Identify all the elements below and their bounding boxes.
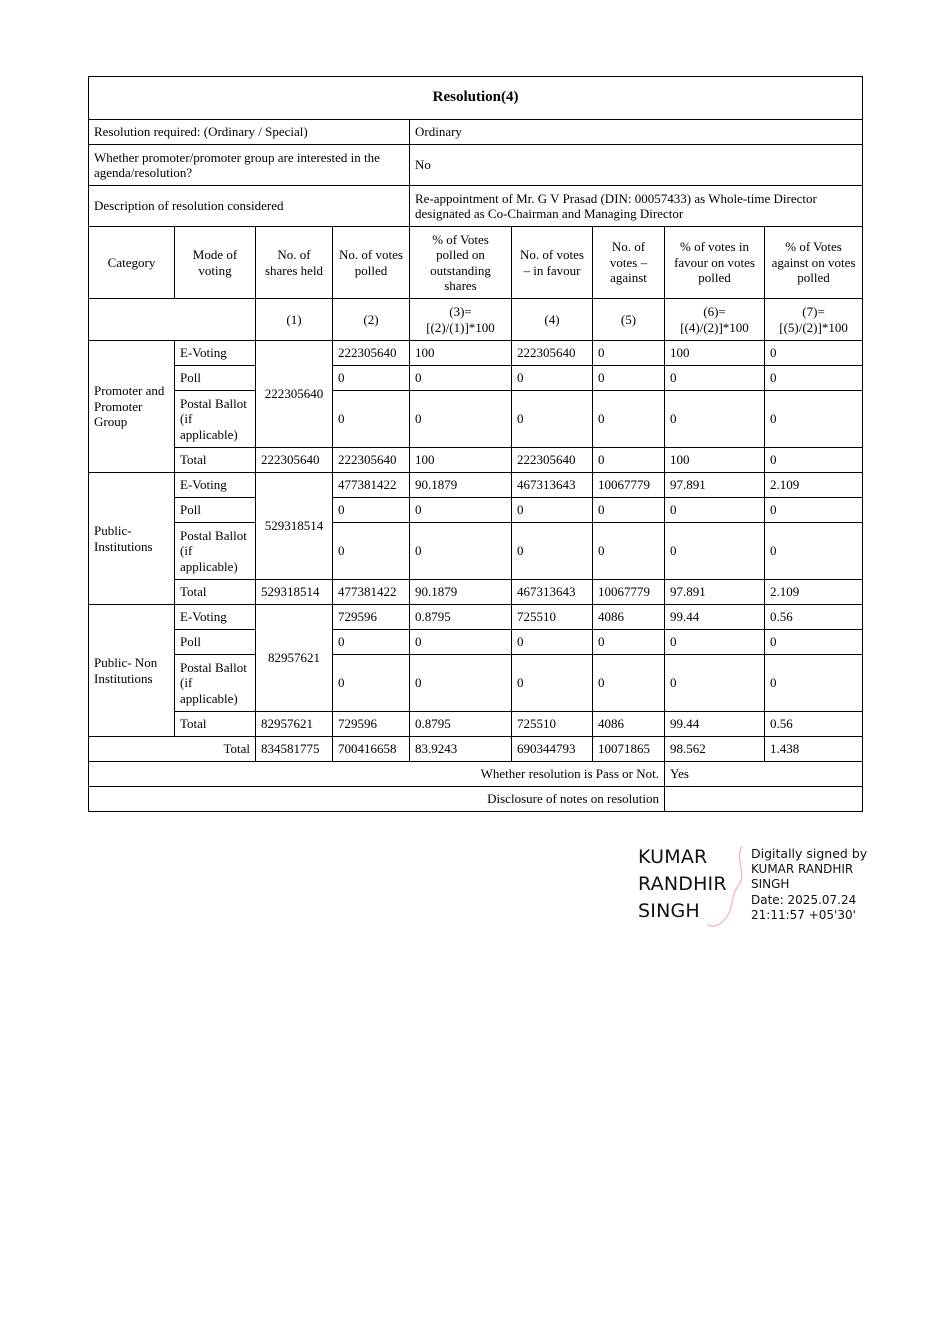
- table-row: [89, 498, 863, 523]
- data-cell: 0: [512, 630, 593, 655]
- data-cell: 2.109: [765, 580, 863, 605]
- data-cell: 0.8795: [410, 605, 512, 630]
- data-cell: 97.891: [665, 580, 765, 605]
- data-cell: 2.109: [765, 473, 863, 498]
- signer-name-line: SINGH: [638, 900, 700, 922]
- data-cell: 0: [512, 655, 593, 712]
- resolution-title: Resolution(4): [89, 77, 863, 120]
- formula-cell: (1): [256, 299, 333, 341]
- data-cell: 729596: [333, 605, 410, 630]
- mode-cell: E-Voting: [175, 605, 256, 630]
- data-cell: 0: [665, 498, 765, 523]
- header-cell: No. of votes – in favour: [512, 227, 593, 299]
- signature-details: [751, 846, 867, 924]
- data-cell: 99.44: [665, 605, 765, 630]
- data-cell: 467313643: [512, 473, 593, 498]
- info-label: Resolution required: (Ordinary / Special): [89, 120, 410, 145]
- data-cell: 0: [765, 341, 863, 366]
- data-cell: 0: [410, 655, 512, 712]
- data-cell: 0.56: [765, 712, 863, 737]
- data-cell: 222305640: [333, 448, 410, 473]
- data-cell: 0: [333, 366, 410, 391]
- resolution-table: [88, 76, 863, 812]
- data-cell: 1.438: [765, 737, 863, 762]
- header-cell: No. of votes – against: [593, 227, 665, 299]
- data-cell: 222305640: [512, 448, 593, 473]
- mode-cell: Poll: [175, 498, 256, 523]
- shares-held-cell: 529318514: [256, 473, 333, 580]
- data-cell: 0: [765, 448, 863, 473]
- data-cell: 0: [333, 655, 410, 712]
- data-cell: 98.562: [665, 737, 765, 762]
- grand-total-label: Total: [89, 737, 256, 762]
- mode-cell: Postal Ballot (if applicable): [175, 655, 256, 712]
- signature-detail-line: KUMAR RANDHIR: [751, 861, 854, 876]
- data-cell: 0: [593, 448, 665, 473]
- table-row: [89, 655, 863, 712]
- data-cell: 0: [593, 341, 665, 366]
- data-cell: 0: [593, 366, 665, 391]
- data-cell: 0.8795: [410, 712, 512, 737]
- data-cell: 222305640: [512, 341, 593, 366]
- data-cell: 0: [665, 523, 765, 580]
- data-cell: 0: [333, 523, 410, 580]
- mode-cell: Total: [175, 580, 256, 605]
- data-cell: 0: [333, 498, 410, 523]
- info-value: No: [410, 145, 863, 186]
- data-cell: 83.9243: [410, 737, 512, 762]
- signature-detail-line: 21:11:57 +05'30': [751, 908, 856, 922]
- signature-detail-line: Date: 2025.07.24: [751, 892, 857, 907]
- data-cell: 0: [410, 366, 512, 391]
- data-cell: 0: [765, 523, 863, 580]
- header-cell: % of votes in favour on votes polled: [665, 227, 765, 299]
- grand-total-row: [89, 737, 863, 762]
- shares-held-cell: 222305640: [256, 341, 333, 448]
- mode-cell: E-Voting: [175, 341, 256, 366]
- category-cell: Public- Institutions: [89, 473, 175, 605]
- table-row: [89, 605, 863, 630]
- formula-cell: (7)= [(5)/(2)]*100: [765, 299, 863, 341]
- total-row: [89, 712, 863, 737]
- header-cell: Category: [89, 227, 175, 299]
- data-cell: 690344793: [512, 737, 593, 762]
- data-cell: 0: [512, 391, 593, 448]
- info-label: Description of resolution considered: [89, 186, 410, 227]
- data-cell: 0: [512, 523, 593, 580]
- data-cell: 477381422: [333, 580, 410, 605]
- data-cell: 10067779: [593, 580, 665, 605]
- data-cell: 0: [333, 630, 410, 655]
- table-row: [89, 366, 863, 391]
- pass-label: Whether resolution is Pass or Not.: [89, 762, 665, 787]
- mode-cell: Poll: [175, 366, 256, 391]
- table-row: [89, 341, 863, 366]
- data-cell: 0: [593, 523, 665, 580]
- total-row: [89, 448, 863, 473]
- data-cell: 0: [512, 498, 593, 523]
- data-cell: 90.1879: [410, 473, 512, 498]
- notes-label: Disclosure of notes on resolution: [89, 787, 665, 812]
- header-cell: Mode of voting: [175, 227, 256, 299]
- header-row: [89, 227, 863, 299]
- data-cell: 0: [512, 366, 593, 391]
- data-cell: 222305640: [333, 341, 410, 366]
- notes-value: [665, 787, 863, 812]
- pass-value: Yes: [665, 762, 863, 787]
- notes-row: [89, 787, 863, 812]
- data-cell: 0: [765, 630, 863, 655]
- mode-cell: Postal Ballot (if applicable): [175, 391, 256, 448]
- data-cell: 0: [665, 655, 765, 712]
- table-row: [89, 523, 863, 580]
- data-cell: 725510: [512, 605, 593, 630]
- table-row: [89, 630, 863, 655]
- data-cell: 100: [410, 448, 512, 473]
- data-cell: 0: [410, 391, 512, 448]
- data-cell: 700416658: [333, 737, 410, 762]
- digital-signature: [638, 842, 868, 932]
- data-cell: 4086: [593, 605, 665, 630]
- data-cell: 100: [665, 341, 765, 366]
- mode-cell: Total: [175, 712, 256, 737]
- data-cell: 0: [765, 498, 863, 523]
- data-cell: 100: [410, 341, 512, 366]
- data-cell: 0: [765, 655, 863, 712]
- data-cell: 0: [333, 391, 410, 448]
- data-cell: 10071865: [593, 737, 665, 762]
- data-cell: 0: [410, 523, 512, 580]
- mode-cell: Total: [175, 448, 256, 473]
- data-cell: 467313643: [512, 580, 593, 605]
- shares-held-cell: 82957621: [256, 605, 333, 712]
- data-cell: 10067779: [593, 473, 665, 498]
- header-cell: No. of votes polled: [333, 227, 410, 299]
- formula-cell: (5): [593, 299, 665, 341]
- signature-stroke-icon: [704, 842, 756, 930]
- formula-cell: (4): [512, 299, 593, 341]
- signer-name-line: KUMAR: [638, 846, 708, 868]
- header-cell: % of Votes polled on outstanding shares: [410, 227, 512, 299]
- mode-cell: Poll: [175, 630, 256, 655]
- header-cell: No. of shares held: [256, 227, 333, 299]
- header-cell: % of Votes against on votes polled: [765, 227, 863, 299]
- table-row: [89, 473, 863, 498]
- info-value: Ordinary: [410, 120, 863, 145]
- formula-row: [89, 299, 863, 341]
- data-cell: 0: [665, 391, 765, 448]
- data-cell: 0: [410, 630, 512, 655]
- data-cell: 0: [593, 391, 665, 448]
- mode-cell: Postal Ballot (if applicable): [175, 523, 256, 580]
- signature-detail-line: Digitally signed by: [751, 846, 868, 861]
- data-cell: 0: [593, 655, 665, 712]
- mode-cell: E-Voting: [175, 473, 256, 498]
- data-cell: 0: [765, 391, 863, 448]
- data-cell: 100: [665, 448, 765, 473]
- data-cell: 529318514: [256, 580, 333, 605]
- data-cell: 834581775: [256, 737, 333, 762]
- signer-name-line: RANDHIR: [638, 873, 727, 895]
- data-cell: 222305640: [256, 448, 333, 473]
- formula-cell: (6)= [(4)/(2)]*100: [665, 299, 765, 341]
- data-cell: 0: [410, 498, 512, 523]
- formula-cell: (2): [333, 299, 410, 341]
- data-cell: 4086: [593, 712, 665, 737]
- data-cell: 82957621: [256, 712, 333, 737]
- data-cell: 725510: [512, 712, 593, 737]
- formula-cell: (3)= [(2)/(1)]*100: [410, 299, 512, 341]
- data-cell: 90.1879: [410, 580, 512, 605]
- data-cell: 0: [665, 366, 765, 391]
- data-cell: 729596: [333, 712, 410, 737]
- data-cell: 0: [593, 630, 665, 655]
- data-cell: 99.44: [665, 712, 765, 737]
- signature-detail-line: SINGH: [751, 877, 790, 891]
- pass-row: [89, 762, 863, 787]
- data-cell: 97.891: [665, 473, 765, 498]
- info-label: Whether promoter/promoter group are interested in the agenda/resolution?: [89, 145, 410, 186]
- data-cell: 0.56: [765, 605, 863, 630]
- category-cell: Promoter and Promoter Group: [89, 341, 175, 473]
- data-cell: 0: [765, 366, 863, 391]
- info-value: Re-appointment of Mr. G V Prasad (DIN: 00057433) as Whole-time Director designated as Co-Chairman and Managing Director: [410, 186, 863, 227]
- data-cell: 0: [665, 630, 765, 655]
- data-cell: 0: [593, 498, 665, 523]
- total-row: [89, 580, 863, 605]
- data-cell: 477381422: [333, 473, 410, 498]
- category-cell: Public- Non Institutions: [89, 605, 175, 737]
- table-row: [89, 391, 863, 448]
